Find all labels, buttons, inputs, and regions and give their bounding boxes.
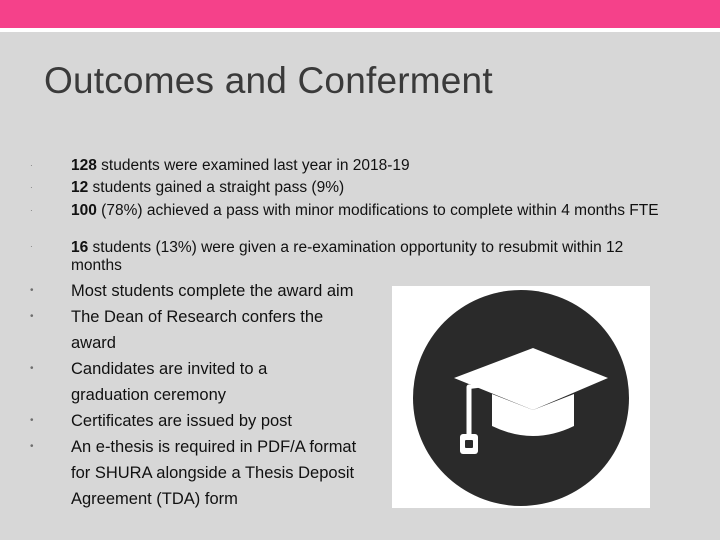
bullet-text: Most students complete the award aim — [71, 282, 354, 300]
bullet-marker: • — [30, 415, 34, 426]
bullet-marker: • — [30, 311, 34, 322]
slide-title: Outcomes and Conferment — [44, 60, 493, 101]
graduation-image — [392, 286, 650, 508]
bullet-marker: • — [30, 363, 34, 374]
bullet-text: Certificates are issued by post — [71, 412, 293, 430]
bullet-text: The Dean of Research confers the award — [71, 308, 324, 352]
bullet-marker: • — [30, 285, 34, 296]
top-divider-line — [0, 28, 720, 32]
bullet-marker: · — [30, 242, 33, 251]
bullet-text: 100 (78%) achieved a pass with minor modifications to complete within 4 months FTE — [71, 202, 659, 219]
bullet-marker: · — [30, 206, 33, 215]
bullet-text: 16 students (13%) were given a re-examination opportunity to resubmit within 12 months — [71, 239, 624, 274]
bullet-text: 12 students gained a straight pass (9%) — [71, 179, 345, 196]
bullet-text: An e-thesis is required in PDF/A format for SHURA alongside a Thesis Deposit Agreement (TDA) form — [71, 438, 357, 508]
bullet-marker: · — [30, 161, 33, 170]
bullet-marker: • — [30, 441, 34, 452]
bullet-text: 128 students were examined last year in 2018-19 — [71, 157, 410, 174]
graduation-cap-icon — [392, 286, 650, 508]
top-accent-bar — [0, 0, 720, 28]
bullet-text: Candidates are invited to a graduation ceremony — [71, 360, 268, 404]
bullet-marker: · — [30, 183, 33, 192]
